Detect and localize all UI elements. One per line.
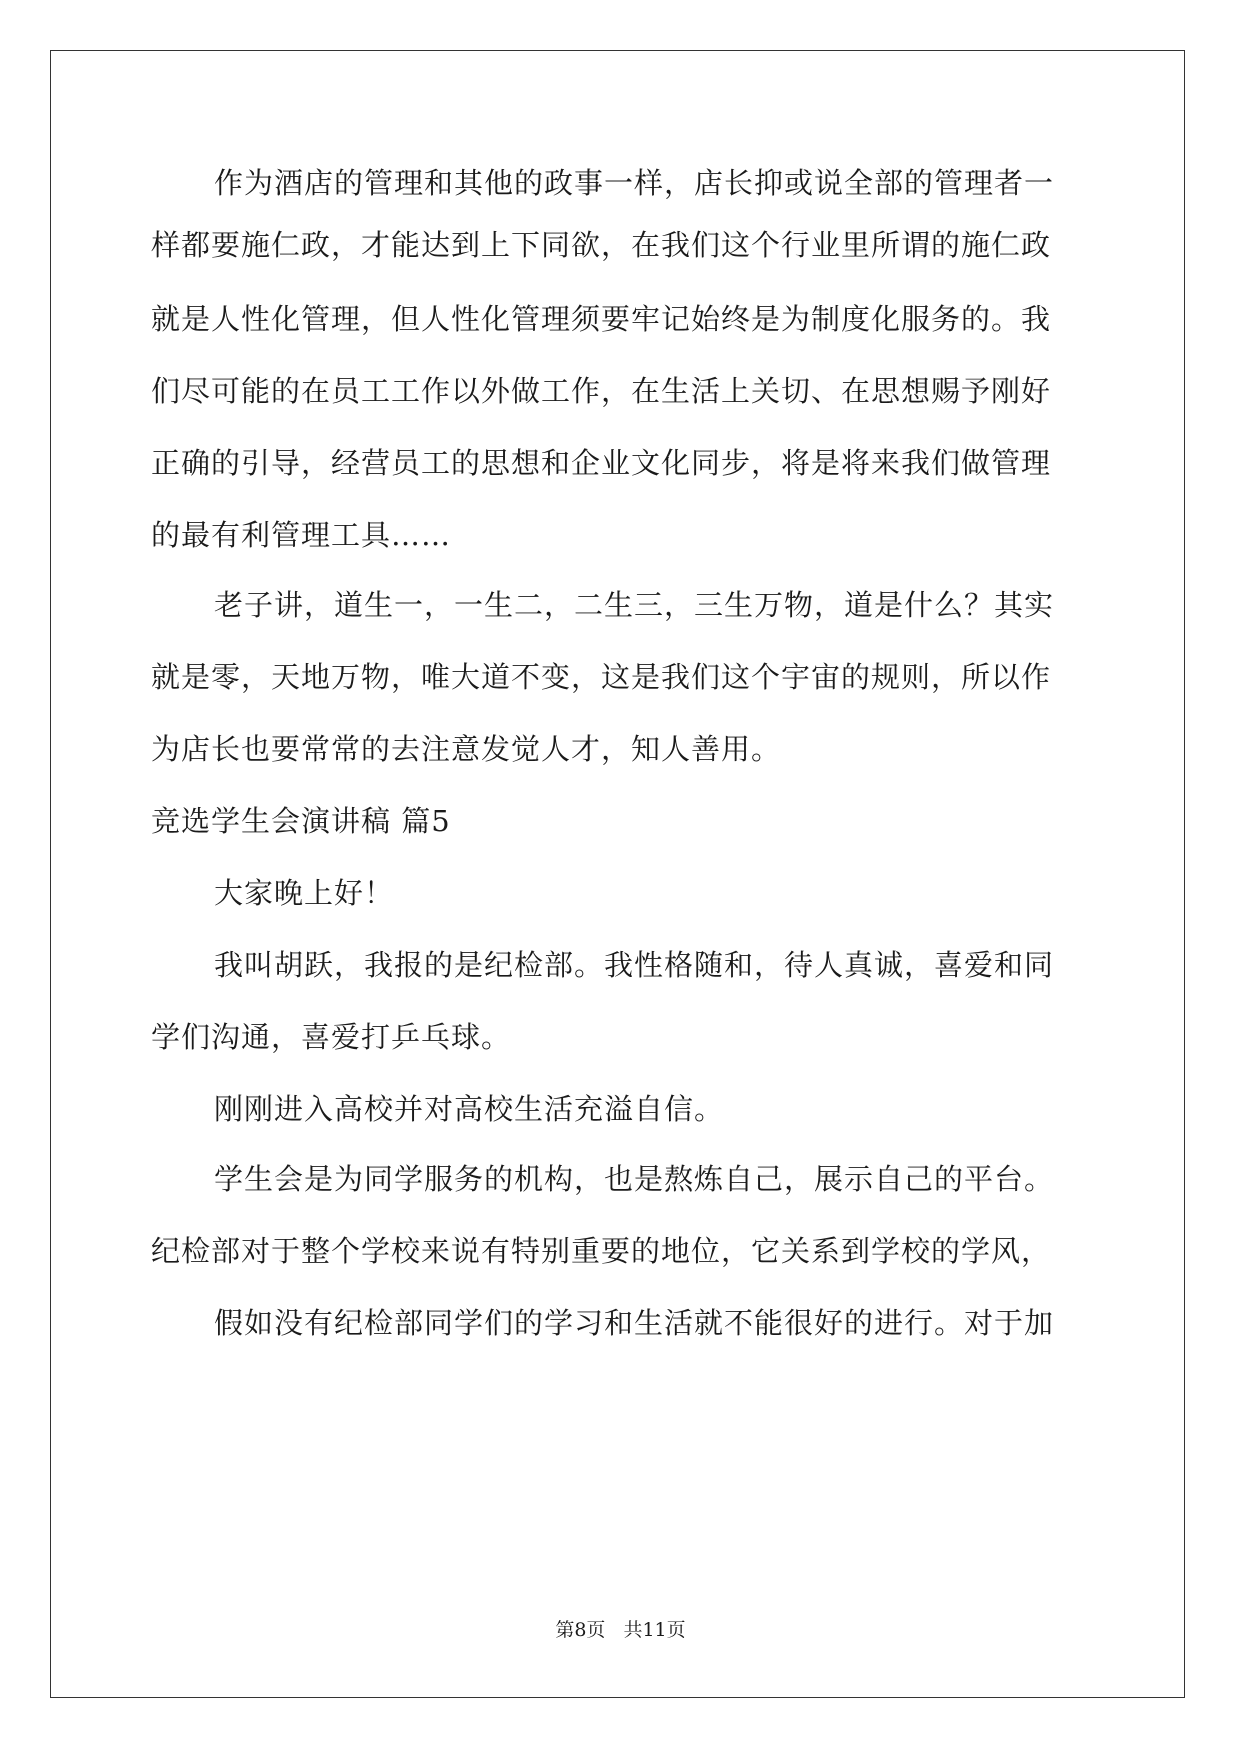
body-line-7: 老子讲，道生一，一生二，二生三，三生万物，道是什么？其实 [214, 588, 1055, 622]
body-line-8: 就是零，天地万物，唯大道不变，这是我们这个宇宙的规则，所以作 [151, 660, 1052, 694]
greeting-line: 大家晚上好！ [214, 876, 395, 910]
body-line-12: 我叫胡跃，我报的是纪检部。我性格随和，待人真诚，喜爱和同 [214, 948, 1055, 982]
body-line-16: 纪检部对于整个学校来说有特别重要的地位，它关系到学校的学风， [151, 1234, 1052, 1268]
page-footer [0, 1618, 1241, 1642]
body-line-2: 样都要施仁政，才能达到上下同欲，在我们这个行业里所谓的施仁政 [151, 228, 1052, 262]
body-line-15: 学生会是为同学服务的机构，也是熬炼自己，展示自己的平台。 [214, 1162, 1055, 1196]
page-number-total: 共11页 [623, 1619, 686, 1641]
body-line-9: 为店长也要常常的去注意发觉人才，知人善用。 [151, 732, 782, 766]
section-heading: 竞选学生会演讲稿 篇5 [151, 804, 451, 838]
page-number-current: 第8页 [555, 1619, 606, 1641]
body-line-14: 刚刚进入高校并对高校生活充溢自信。 [214, 1092, 725, 1126]
body-line-3: 就是人性化管理，但人性化管理须要牢记始终是为制度化服务的。我 [151, 302, 1052, 336]
body-line-13: 学们沟通，喜爱打乒乓球。 [151, 1020, 512, 1054]
body-line-1: 作为酒店的管理和其他的政事一样，店长抑或说全部的管理者一 [214, 166, 1055, 200]
page-frame [50, 50, 1185, 1698]
body-line-6: 的最有利管理工具…… [151, 518, 452, 552]
body-line-5: 正确的引导，经营员工的思想和企业文化同步，将是将来我们做管理 [151, 446, 1052, 480]
body-line-17: 假如没有纪检部同学们的学习和生活就不能很好的进行。对于加 [214, 1306, 1055, 1340]
body-line-4: 们尽可能的在员工工作以外做工作，在生活上关切、在思想赐予刚好 [151, 374, 1052, 408]
